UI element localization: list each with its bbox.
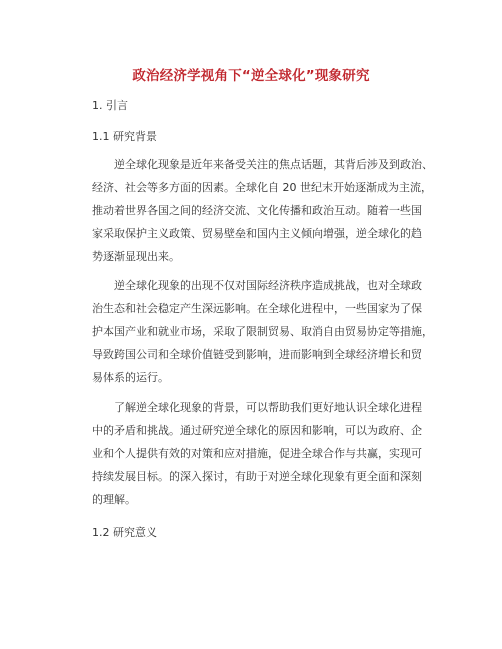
document-title: 政治经济学视角下“逆全球化”现象研究 [132,68,370,84]
paragraph-line: 经济、社会等多方面的因素。全球化自 20 世纪末开始逐渐成为主流， [92,181,432,194]
paragraph-line: 治生态和社会稳定产生深远影响。在全球化进程中，一些国家为了保 [92,302,422,315]
paragraph-line: 中的矛盾和挑战。通过研究逆全球化的原因和影响，可以为政府、企 [92,424,422,437]
paragraph-line: 家采取保护主义政策、贸易壁垒和国内主义倾向增强，逆全球化的趋 [92,227,422,240]
section-heading-research-significance: 1.2 研究意义 [92,526,157,539]
paragraph-line: 逆全球化现象的出现不仅对国际经济秩序造成挑战，也对全球政 [114,279,422,292]
paragraph-line: 的理解。 [92,493,136,506]
section-heading-introduction: 1. 引言 [92,99,128,112]
paragraph-line: 导致跨国公司和全球价值链受到影响，进而影响到全球经济增长和贸 [92,348,422,361]
paragraph-line: 逆全球化现象是近年来备受关注的焦点话题，其背后涉及到政治、 [114,158,433,171]
paragraph-line: 了解逆全球化现象的背景，可以帮助我们更好地认识全球化进程 [114,401,422,414]
section-heading-research-background: 1.1 研究背景 [92,130,157,143]
paragraph-line: 持续发展目标。的深入探讨，有助于对逆全球化现象有更全面和深刻 [92,470,422,483]
paragraph-line: 业和个人提供有效的对策和应对措施，促进全球合作与共赢，实现可 [92,447,422,460]
paragraph-line: 推动着世界各国之间的经济交流、文化传播和政治互动。随着一些国 [92,204,422,217]
paragraph-line: 易体系的运行。 [92,371,169,384]
paragraph-line: 势逐渐显现出来。 [92,250,180,263]
paragraph-line: 护本国产业和就业市场，采取了限制贸易、取消自由贸易协定等措施， [92,325,433,338]
